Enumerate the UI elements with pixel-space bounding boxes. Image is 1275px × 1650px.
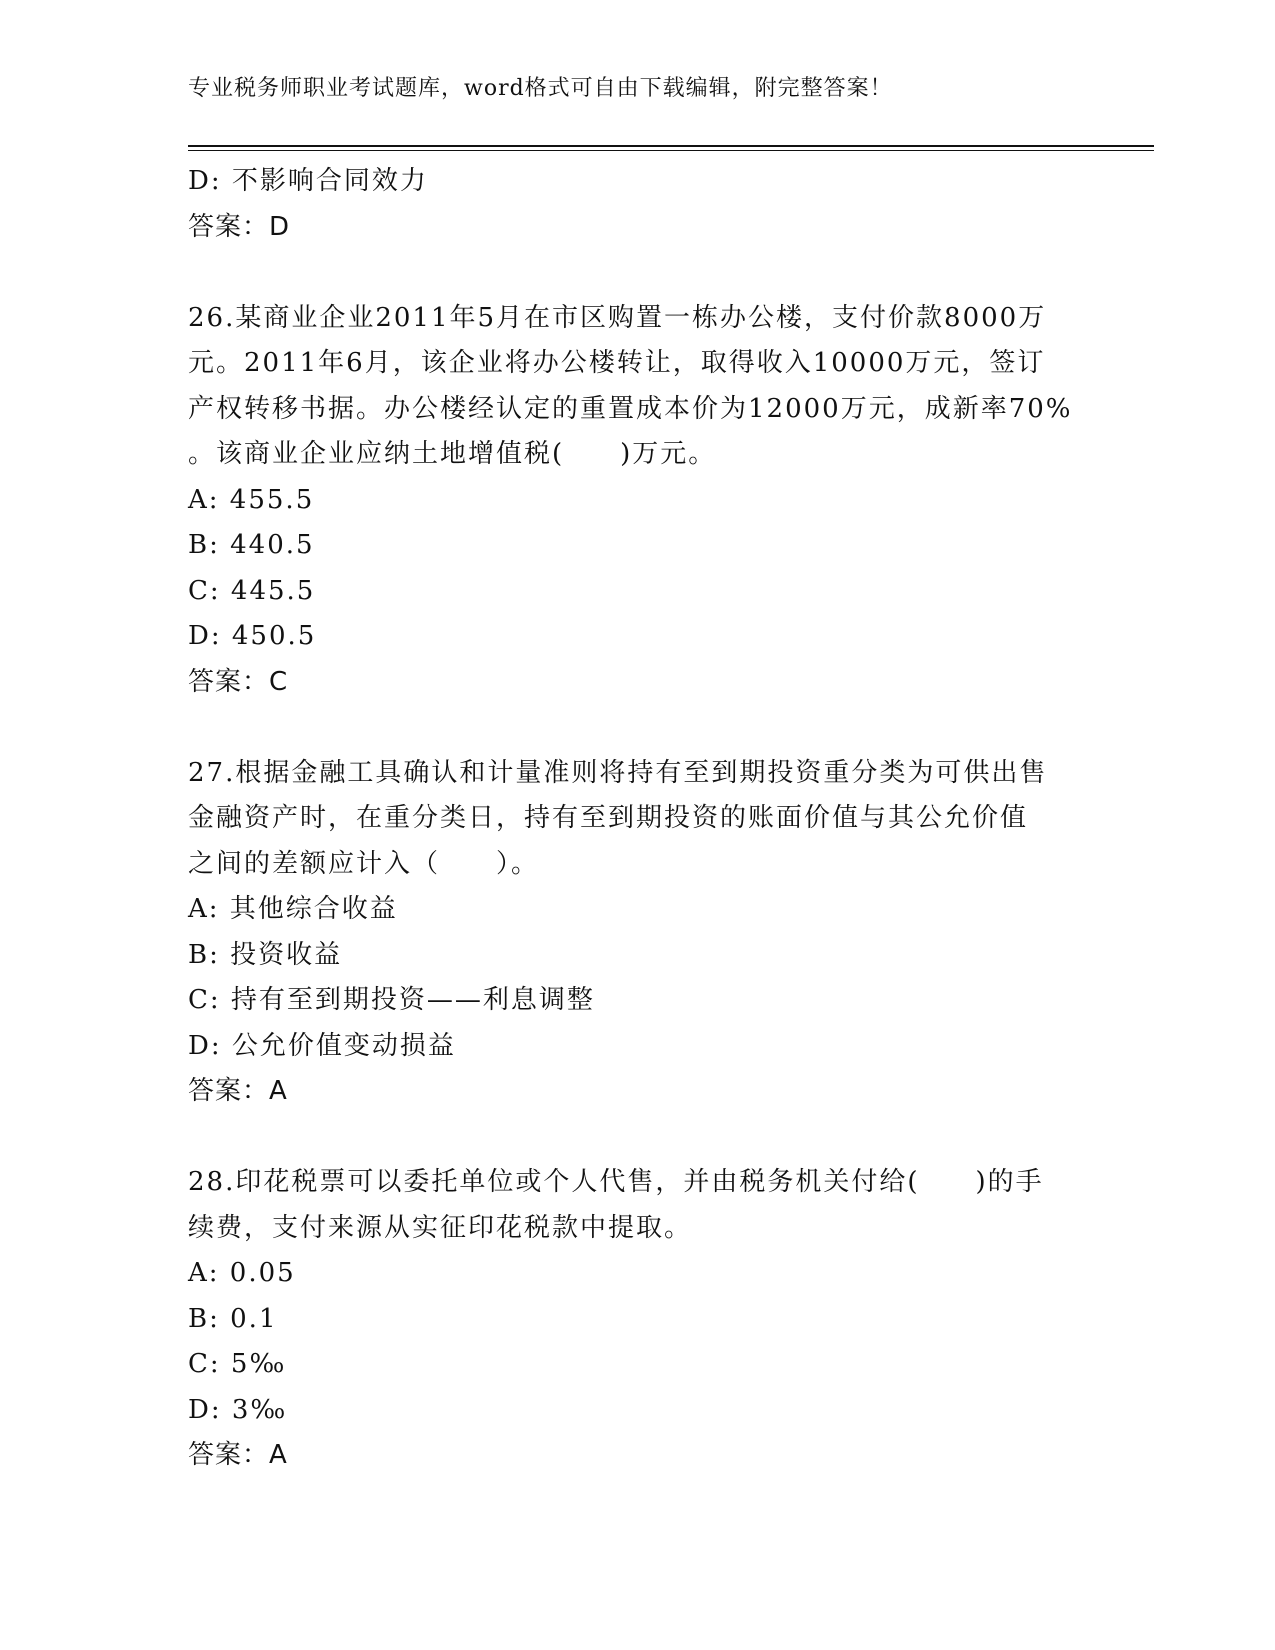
question-stem-line: 金融资产时，在重分类日，持有至到期投资的账面价值与其公允价值	[188, 803, 1029, 833]
header-divider	[188, 145, 1154, 151]
answer: 答案：C	[188, 666, 289, 697]
answer: 答案：A	[188, 1440, 288, 1470]
answer: 答案：D	[188, 211, 291, 242]
document-body	[188, 159, 1088, 1479]
question-26	[188, 296, 1088, 706]
question-stem-line: 28.印花税票可以委托单位或个人代售，并由税务机关付给( )的手	[188, 1167, 1044, 1197]
option-b: B: 0.1	[188, 1303, 278, 1334]
option-c: C: 持有至到期投资——利息调整	[188, 985, 595, 1015]
page-header: 专业税务师职业考试题库，word格式可自由下载编辑，附完整答案！	[188, 76, 893, 101]
option-a: A: 0.05	[188, 1258, 296, 1288]
question-stem-line: 26.某商业企业2011年5月在市区购置一栋办公楼，支付价款8000万	[188, 302, 1047, 333]
question-stem-line: 续费，支付来源从实征印花税款中提取。	[188, 1212, 693, 1243]
option-d: D: 公允价值变动损益	[188, 1030, 456, 1061]
option-a: A: 455.5	[188, 484, 315, 515]
option-a: A: 其他综合收益	[188, 894, 398, 924]
option-b: B: 440.5	[188, 530, 315, 560]
option-c: C: 445.5	[188, 575, 316, 606]
question-28	[188, 1160, 1088, 1479]
option-c: C: 5‰	[188, 1349, 287, 1379]
option-d: D: 不影响合同效力	[188, 166, 428, 196]
question-stem-line: 元。2011年6月，该企业将办公楼转让，取得收入10000万元，签订	[188, 348, 1046, 378]
answer: 答案：A	[188, 1076, 288, 1106]
option-b: B: 投资收益	[188, 939, 343, 970]
option-d: D: 450.5	[188, 621, 317, 651]
option-d: D: 3‰	[188, 1394, 288, 1425]
question-stem-line: 27.根据金融工具确认和计量准则将持有至到期投资重分类为可供出售	[188, 757, 1048, 788]
question-stem-line: 产权转移书据。办公楼经认定的重置成本价为12000万元，成新率70%	[188, 393, 1073, 424]
question-stem-line: 之间的差额应计入（ ）。	[188, 848, 540, 879]
question-27	[188, 751, 1088, 1115]
question-stem-line: 。该商业企业应纳土地增值税( )万元。	[188, 439, 717, 469]
